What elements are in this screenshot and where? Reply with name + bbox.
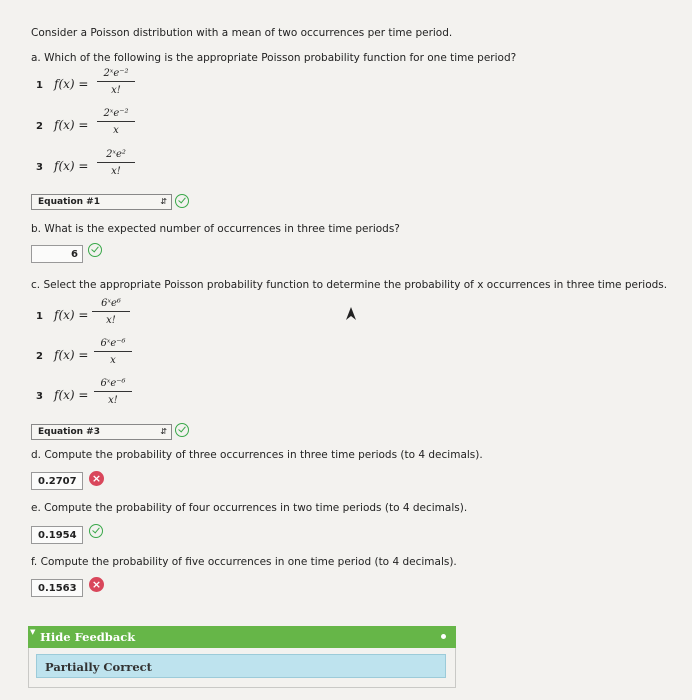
- numerator: 6ˣe⁶: [92, 298, 130, 312]
- question-e: e. Compute the probability of four occurrences in two time periods (to 4 decimals).: [31, 502, 468, 514]
- answer-input-f[interactable]: 0.1563: [31, 579, 83, 597]
- question-a: a. Which of the following is the appropriate Poisson probability function for one time period?: [31, 52, 517, 64]
- equation-select-c[interactable]: [31, 424, 172, 440]
- option-lhs: f(x) =: [54, 159, 89, 173]
- option-lhs: f(x) =: [54, 388, 89, 402]
- correct-check-icon: [89, 524, 103, 538]
- option-lhs: f(x) =: [54, 77, 89, 91]
- denominator: x: [113, 125, 119, 136]
- denominator: x!: [111, 166, 121, 177]
- hide-feedback-toggle[interactable]: [28, 626, 456, 648]
- option-lhs: f(x) =: [54, 118, 89, 132]
- numerator: 6ˣe⁻⁶: [94, 378, 132, 392]
- option-number: 2: [36, 121, 43, 132]
- mouse-cursor-icon: [344, 306, 358, 322]
- selected-value: Equation #1: [38, 197, 100, 207]
- option-fraction: [94, 338, 132, 366]
- dot-icon: [441, 634, 446, 639]
- equation-select-a[interactable]: [31, 194, 172, 210]
- feedback-status-text: Partially Correct: [45, 660, 152, 674]
- updown-arrow-icon: ⇵: [160, 197, 167, 206]
- incorrect-x-icon: ×: [89, 577, 104, 592]
- question-d: d. Compute the probability of three occurrences in three time periods (to 4 decimals).: [31, 449, 483, 461]
- feedback-status-box: [36, 654, 446, 678]
- option-lhs: f(x) =: [54, 308, 89, 322]
- option-fraction: [94, 378, 132, 406]
- answer-input-d[interactable]: 0.2707: [31, 472, 83, 490]
- correct-check-icon: [88, 243, 102, 257]
- option-fraction: [97, 149, 135, 177]
- option-fraction: [97, 108, 135, 136]
- updown-arrow-icon: ⇵: [160, 427, 167, 436]
- numerator: 2ˣe²: [97, 149, 135, 163]
- incorrect-x-icon: ×: [89, 471, 104, 486]
- option-fraction: [97, 68, 135, 96]
- question-f: f. Compute the probability of five occurrences in one time period (to 4 decimals).: [31, 556, 457, 568]
- denominator: x: [110, 355, 116, 366]
- correct-check-icon: [175, 423, 189, 437]
- answer-input-e[interactable]: 0.1954: [31, 526, 83, 544]
- option-number: 3: [36, 162, 43, 173]
- option-number: 1: [36, 80, 43, 91]
- denominator: x!: [106, 315, 116, 326]
- option-number: 3: [36, 391, 43, 402]
- question-b: b. What is the expected number of occurrences in three time periods?: [31, 223, 400, 235]
- answer-input-b[interactable]: 6: [31, 245, 83, 263]
- option-number: 1: [36, 311, 43, 322]
- option-lhs: f(x) =: [54, 348, 89, 362]
- question-c: c. Select the appropriate Poisson probability function to determine the probability of x occurrences in three time periods.: [31, 279, 668, 291]
- hide-feedback-label: Hide Feedback: [40, 630, 136, 644]
- problem-intro: Consider a Poisson distribution with a mean of two occurrences per time period.: [31, 27, 453, 39]
- correct-check-icon: [175, 194, 189, 208]
- numerator: 2ˣe⁻²: [97, 68, 135, 82]
- option-fraction: [92, 298, 130, 326]
- option-number: 2: [36, 351, 43, 362]
- denominator: x!: [108, 395, 118, 406]
- denominator: x!: [111, 85, 121, 96]
- numerator: 2ˣe⁻²: [97, 108, 135, 122]
- numerator: 6ˣe⁻⁶: [94, 338, 132, 352]
- triangle-down-icon: ▼: [30, 628, 36, 636]
- selected-value: Equation #3: [38, 427, 100, 437]
